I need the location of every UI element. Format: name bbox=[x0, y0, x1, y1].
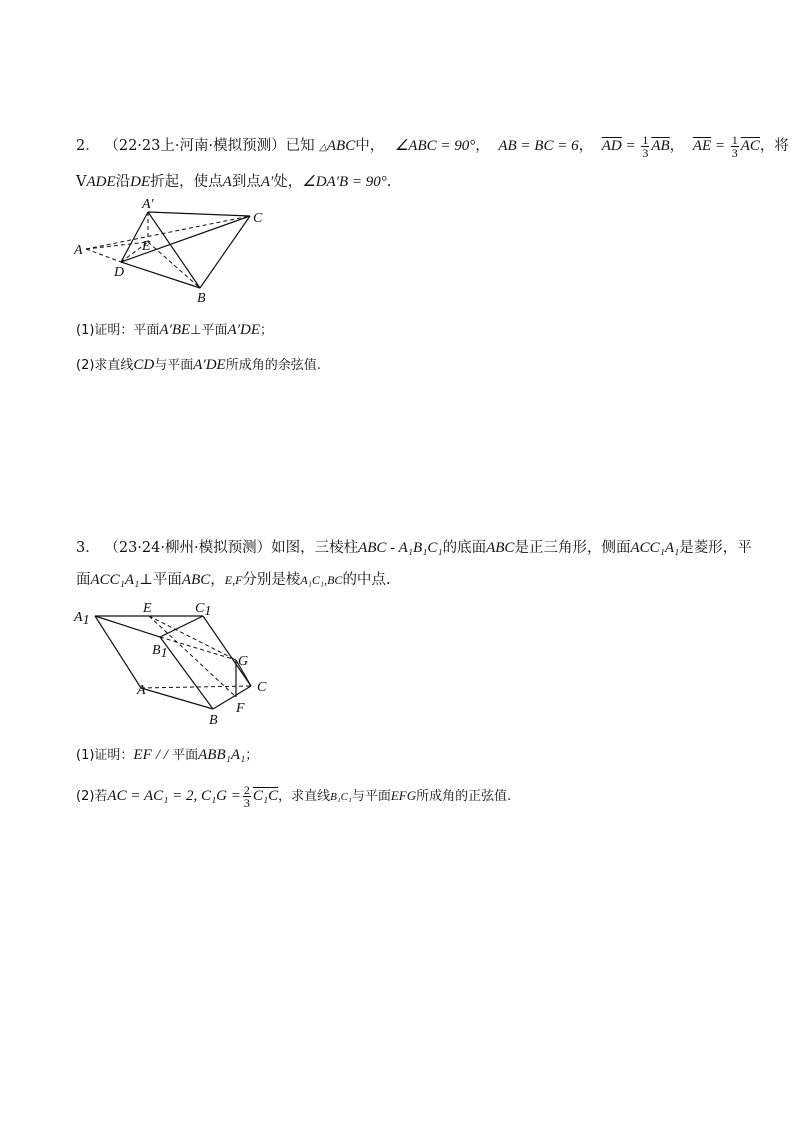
text-yan: 沿 bbox=[115, 174, 131, 190]
prism-name: ABC - A₁B₁C₁ bbox=[358, 540, 443, 556]
angle-da-prime-b: ∠DA′B = 90° bbox=[302, 174, 387, 190]
edge-b1-b bbox=[160, 637, 213, 709]
text-zhong: 中， bbox=[355, 137, 385, 154]
text-fold: 折起，使点 bbox=[150, 174, 223, 190]
edge-a1-b1 bbox=[95, 616, 160, 637]
problem-2-line-1: 2． （22·23上·河南·模拟预测）已知 △ABC中， ∠ABC = 90°， AB = BC = 6， $\overline{AD}$ = $\frac{1}{3}$ $\overline{AB}$， $\overline{AE}$ = $\frac{1}{3}$ $\overline{AC}$，将 bbox=[76, 133, 789, 160]
problem-source: （23·24·柳州·模拟预测） bbox=[104, 540, 272, 556]
label-a1: A1 bbox=[74, 610, 90, 628]
label-a: A bbox=[137, 683, 146, 698]
edge-c1-c bbox=[203, 616, 251, 686]
label-a: A bbox=[74, 243, 83, 258]
problem-2-question-2: (2)求直线CD与平面A′DE所成角的余弦值. bbox=[76, 357, 321, 373]
label-e: E bbox=[143, 601, 152, 616]
label-d: D bbox=[114, 265, 125, 280]
edge-a1-a bbox=[95, 616, 141, 688]
point-a-prime: A′ bbox=[260, 174, 274, 190]
label-e: E bbox=[142, 239, 151, 254]
label-c1: C1 bbox=[195, 601, 212, 619]
text-jiang: ，将 bbox=[759, 137, 789, 154]
label-c: C bbox=[257, 680, 267, 695]
text-to: 到点 bbox=[231, 174, 261, 190]
ab-equals-bc: AB = BC = 6 bbox=[498, 137, 579, 154]
problem-3-question-2: (2)若AC = AC₁ = 2, C₁G = $\frac{2}{3}$ C₁C，求直线B₁C₁与平面EFG所成角的正弦值. bbox=[76, 783, 512, 810]
label-g: G bbox=[238, 654, 249, 669]
label-b1: B1 bbox=[152, 643, 168, 661]
label-b: B bbox=[209, 713, 218, 728]
period: . bbox=[386, 174, 392, 190]
problem-2-question-1: (1)证明：平面A′BE⊥平面A′DE； bbox=[76, 322, 274, 338]
problem-3-question-1: (1)证明：EF / / 平面ABB₁A₁； bbox=[76, 747, 259, 763]
angle-abc: ∠ABC = 90° bbox=[394, 137, 476, 154]
problem-3-line-1: 3． （23·24·柳州·模拟预测）如图，三棱柱ABC - A₁B₁C₁的底面ABC是正三角形，侧面ACC₁A₁是菱形，平 bbox=[76, 540, 752, 556]
triangle-abc: △ABC bbox=[319, 137, 356, 154]
triangle-symbol: V bbox=[76, 174, 87, 190]
label-c: C bbox=[253, 211, 263, 226]
problem-number: 3． bbox=[76, 540, 100, 556]
vector-ae-eq: $\overline{AE}$ = $\frac{1}{3}$ $\overline{AC}$ bbox=[692, 133, 760, 160]
label-b: B bbox=[197, 291, 206, 306]
intro-text: 已知 bbox=[285, 137, 315, 154]
problem-number: 2． bbox=[76, 137, 100, 154]
label-a-prime: A′ bbox=[142, 197, 154, 212]
segment-de: DE bbox=[130, 174, 151, 190]
problem-3-line-2: 面ACC₁A₁⊥平面ABC，E,F分别是棱A₁C₁,BC的中点. bbox=[76, 572, 391, 588]
text-chu: 处， bbox=[273, 174, 303, 190]
edge-b-c bbox=[213, 686, 251, 709]
label-f: F bbox=[236, 701, 245, 716]
edge-b1-c1 bbox=[160, 616, 203, 637]
point-a: A bbox=[222, 174, 232, 190]
vector-ad-eq: $\overline{AD}$ = $\frac{1}{3}$ $\overline{AB}$ bbox=[601, 133, 670, 160]
triangle-ade: ADE bbox=[86, 174, 116, 190]
problem-source: （22·23上·河南·模拟预测） bbox=[104, 137, 286, 154]
edge-a-b bbox=[141, 688, 213, 709]
